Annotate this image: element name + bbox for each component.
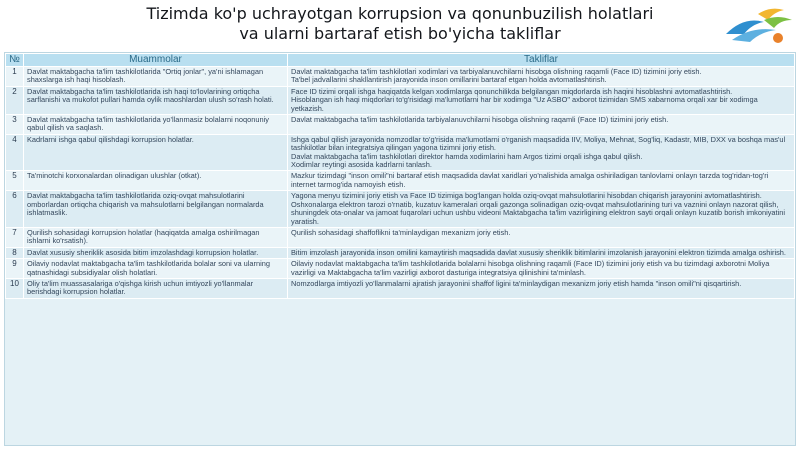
row-number: 6 xyxy=(6,191,24,228)
row-number: 2 xyxy=(6,86,24,114)
suggestion-cell xyxy=(288,191,795,228)
column-header-problems: Muammolar xyxy=(24,54,288,67)
title-line-1: Tizimda ko'p uchrayotgan korrupsion va qonunbuzilish holatlari xyxy=(146,4,654,23)
slide-header xyxy=(0,0,800,50)
row-number: 8 xyxy=(6,247,24,258)
suggestion-cell xyxy=(288,278,795,298)
table-row xyxy=(6,67,795,87)
table-row xyxy=(6,115,795,135)
suggestion-cell xyxy=(288,259,795,279)
table-row xyxy=(6,134,795,171)
slide-title xyxy=(90,4,710,44)
row-number: 1 xyxy=(6,67,24,87)
suggestion-cell xyxy=(288,134,795,171)
suggestion-text: Mazkur tizimdagi "inson omili"ni bartaraf etish maqsadida davlat xaridlari yo'nalishida amalga oshiriladigan tanlovlarni onlayn tarzda tog'ridan-tog'ri internet tarmog'ida namoyish etish. xyxy=(291,171,769,189)
suggestion-text: Davlat maktabgacha ta'lim tashkilotlari direktor hamda xodimlarini ham Argos tizimi orqali ishga qabul qilish. xyxy=(291,151,643,161)
table-header-row xyxy=(6,54,795,67)
suggestion-text: Davlat maktabgacha ta'lim tashkilotlari xodimlari va tarbiyalanuvchilarni hisobga olishning raqamli (Face ID) tizimini joriy etish. xyxy=(291,67,702,76)
row-number: 5 xyxy=(6,171,24,191)
problem-cell: Davlat maktabgacha ta'lim tashkilotlarida yo'llanmasiz bolalarni noqonuniy qabul qilish va saqlash. xyxy=(24,115,288,135)
row-number: 3 xyxy=(6,115,24,135)
problem-cell: Davlat maktabgacha ta'lim tashkilotlarida oziq-ovqat mahsulotlarini omborlardan ortiqcha chiqarish va mahsulotlarni belgilangan normalarda ishlatmaslik. xyxy=(24,191,288,228)
suggestion-cell xyxy=(288,86,795,114)
suggestion-cell xyxy=(288,67,795,87)
row-number: 9 xyxy=(6,259,24,279)
suggestion-text: Ta'bel jadvallarini shakllantirish jarayonida inson omillarini bartaraf etgan holda avtomatlashtirish. xyxy=(291,75,607,85)
suggestion-text: Bitim imzolash jarayonida inson omilini kamaytirish maqsadida davlat xususiy sheriklik bitimlarini imzolanish jarayonini elektron tizimda amalga oshirish. xyxy=(291,247,786,257)
row-number: 10 xyxy=(6,278,24,298)
suggestion-cell xyxy=(288,115,795,135)
column-header-suggestions: Takliflar xyxy=(288,54,795,67)
suggestion-text: Yagona menyu tizimini joriy etish va Face ID tizimiga bog'langan holda oziq-ovqat mahsulotlarini hisobdan chiqarish jarayonini avtomatlashtirish. xyxy=(291,191,762,201)
row-number: 7 xyxy=(6,227,24,247)
problem-cell: Ta'minotchi korxonalardan olinadigan ulushlar (otkat). xyxy=(24,171,288,191)
table-row xyxy=(6,259,795,279)
problem-cell: Kadrlarni ishga qabul qilishdagi korrupsion holatlar. xyxy=(24,134,288,171)
ministry-logo-icon xyxy=(718,4,796,48)
table-row xyxy=(6,278,795,298)
suggestion-cell xyxy=(288,171,795,191)
row-number: 4 xyxy=(6,134,24,171)
problem-cell: Oliy ta'lim muassasalariga o'qishga kirish uchun imtiyozli yo'llanmalar berishdagi korrupsion holatlar. xyxy=(24,278,288,298)
problem-cell: Oilaviy nodavlat maktabgacha ta'lim tashkilotlarida bolalar soni va ularning qatnashidagi subsidiyalar olish holatlari. xyxy=(24,259,288,279)
suggestion-text: Davlat maktabgacha ta'lim tashkilotlarida tarbiyalanuvchilarni hisobga olishning raqamli (Face ID) tizimini joriy etish. xyxy=(291,115,669,125)
problem-cell: Davlat xususiy sheriklik asosida bitim imzolashdagi korrupsion holatlar. xyxy=(24,247,288,258)
table-row xyxy=(6,191,795,228)
column-header-number: № xyxy=(6,54,24,67)
suggestion-text: Oshxonalarga elektron tarozi o'rnatib, kuzatuv kameralari orqali gazonga solinadigan oziq-ovqat mahsulotlarining turi va vaznini onlayn nazorat qilish, shuningdek ota-onalar va jamoat fuqarolari uchun ushbu videoni Maktabgacha ta'lim vazirligining elektron sayti orqali onlayn kuzatib borish imkoniyatini yaratish. xyxy=(291,199,785,226)
suggestion-text: Qurilish sohasidagi shaffoflikni ta'minlaydigan mexanizm joriy etish. xyxy=(291,227,511,237)
problem-cell: Davlat maktabgacha ta'lim tashkilotlarida ish haqi to'lovlarining ortiqcha sarflanishi va mukofot pullari hamda oylik maoshlardan ulush so'rash holati. xyxy=(24,86,288,114)
suggestion-text: Face ID tizimi orqali ishga haqiqatda kelgan xodimlarga qonunchilikda belgilangan miqdorlarda ish haqini hisoblashni avtomatlashtirish. xyxy=(291,86,733,96)
suggestion-cell xyxy=(288,247,795,258)
table-row xyxy=(6,171,795,191)
table-row xyxy=(6,247,795,258)
table-row xyxy=(6,86,795,114)
suggestion-text: Oilaviy nodavlat maktabgacha ta'lim tashkilotlarida bolalarni hisobga olishning raqamli (Face ID) tizimini joriy etish va bu tizimdagi axborotni Moliya vazirligi va Maktabgacha ta'lim vazirligi axborot dasturiga integratsiya qilinishini ta'minlash. xyxy=(291,259,770,277)
suggestion-cell xyxy=(288,227,795,247)
suggestion-text: Hisoblangan ish haqi miqdorlari to'g'risidagi ma'lumotlarni har bir xodimga "Uz ASBO" axborot tizimidan SMS xabarnoma orqali xar bir xodimga yetkazish. xyxy=(291,95,758,113)
table-row xyxy=(6,227,795,247)
problem-cell: Davlat maktabgacha ta'lim tashkilotlarida "Ortiq jonlar", ya'ni ishlamagan shaxslarga ish haqi hisoblash. xyxy=(24,67,288,87)
problem-cell: Qurilish sohasidagi korrupsion holatlar (haqiqatda amalga oshirilmagan ishlarni ko'rsatish). xyxy=(24,227,288,247)
title-line-2: va ularni bartaraf etish bo'yicha takliflar xyxy=(239,24,561,43)
problems-suggestions-table xyxy=(4,52,796,446)
suggestion-text: Ishga qabul qilish jarayonida nomzodlar to'g'risida ma'lumotlarni o'rganish maqsadida IIV, Moliya, Mehnat, Sog'liq, Kadastr, MIB, DXX va boshqa mas'ul tashkilotlar bilan integratsiya qilingan yagona tizimni joriy etish. xyxy=(291,134,786,153)
suggestion-text: Xodimlar reytingi asosida kadrlarni tanlash. xyxy=(291,160,432,170)
suggestion-text: Nomzodlarga imtiyozli yo'llanmalarni ajratish jarayonini shaffof ligini ta'minlaydigan mexanizm joriy etish hamda "inson omili"ni qisqartirish. xyxy=(291,278,742,288)
